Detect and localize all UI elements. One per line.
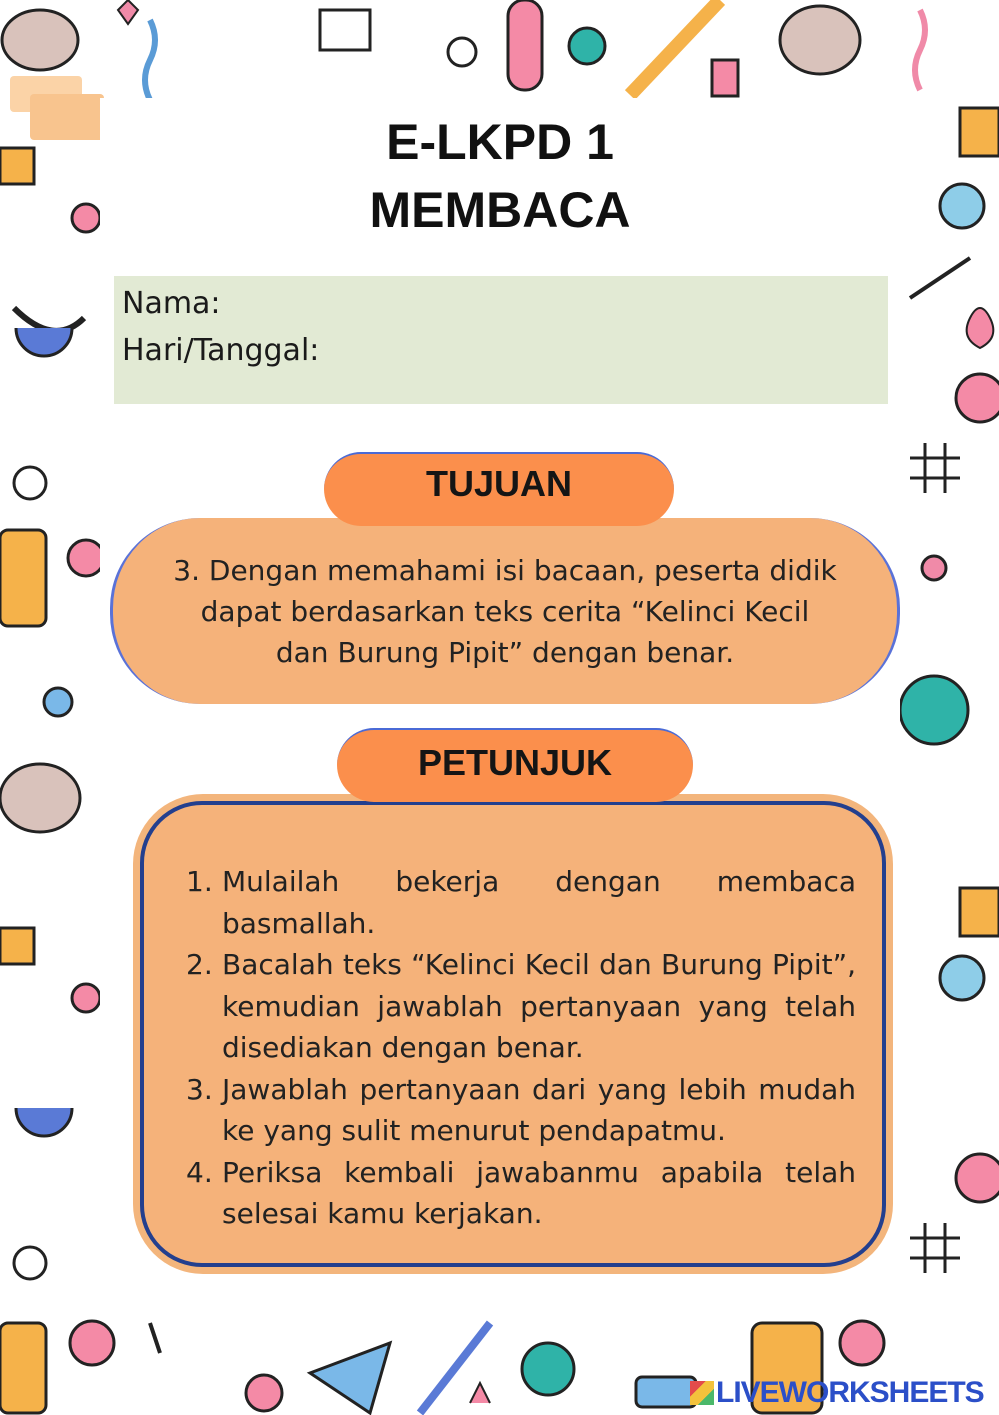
title-line-2: MEMBACA	[369, 182, 631, 238]
list-item	[186, 944, 856, 1069]
tujuan-box	[110, 518, 900, 704]
tujuan-heading: TUJUAN	[324, 452, 674, 526]
date-field-label: Hari/Tanggal:	[122, 333, 320, 368]
doodle-top-icons	[0, 0, 999, 98]
petunjuk-heading: PETUNJUK	[337, 728, 693, 802]
step-text: Mulailah bekerja dengan membaca basmallah.	[222, 865, 856, 940]
doodle-top-row	[0, 0, 999, 98]
watermark-text: LIVEWORKSHEETS	[716, 1376, 984, 1409]
step-number: 2.	[186, 948, 213, 981]
petunjuk-box	[133, 794, 893, 1274]
tujuan-text: 3. Dengan memahami isi bacaan, peserta didik dapat berdasarkan teks cerita “Kelinci Kecil dan Burung Pipit” dengan benar.	[173, 553, 837, 669]
step-text: Bacalah teks “Kelinci Kecil dan Burung Pipit”, kemudian jawablah pertanyaan yang telah disediakan dengan benar.	[222, 948, 856, 1064]
worksheet-sheet	[100, 98, 900, 1313]
step-text: Periksa kembali jawabanmu apabila telah selesai kamu kerjakan.	[222, 1155, 856, 1230]
step-number: 1.	[186, 865, 213, 898]
doodle-right-column	[900, 98, 999, 1313]
list-item	[186, 861, 856, 944]
petunjuk-inner-frame	[140, 801, 886, 1267]
identity-box	[114, 276, 888, 404]
name-field-label: Nama:	[122, 286, 221, 321]
title-line-1: E-LKPD 1	[386, 114, 614, 170]
doodle-left-column	[0, 98, 100, 1313]
list-item	[186, 1152, 856, 1235]
liveworksheets-watermark[interactable]	[690, 1376, 984, 1410]
doodle-right-icons	[900, 98, 999, 1313]
step-number: 4.	[186, 1155, 213, 1189]
step-number: 3.	[186, 1072, 213, 1106]
page-title	[100, 108, 900, 244]
petunjuk-steps-list	[186, 861, 856, 1235]
list-item	[186, 1069, 856, 1152]
step-text: Jawablah pertanyaan dari yang lebih mudah ke yang sulit menurut pendapatmu.	[222, 1072, 856, 1147]
doodle-left-icons	[0, 98, 100, 1313]
liveworksheets-logo-icon	[690, 1381, 714, 1405]
